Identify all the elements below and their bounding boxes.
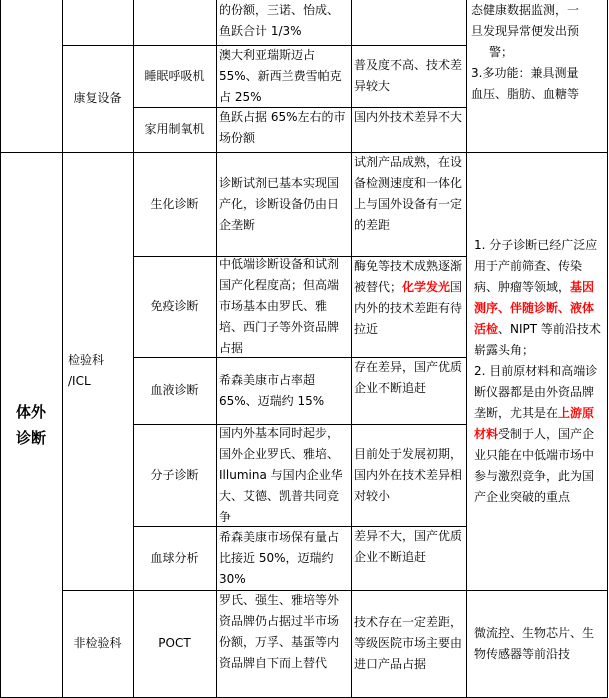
market-blood-text: 希森美康市占率超 65%、迈瑞约 15% <box>219 372 325 408</box>
market-molecular <box>216 424 352 527</box>
trend-rehab-line-2: 旦发现异常便发出预 <box>471 24 580 38</box>
category-lab-label: 检验科 /ICL <box>68 353 105 388</box>
product-sleep-label: 睡眠呼吸机 <box>144 68 205 83</box>
trend-lab-para-2 <box>474 361 602 508</box>
gap-molecular <box>351 424 467 527</box>
gap-oxygen-text: 国内外技术差异不大 <box>354 110 463 124</box>
product-immuno-label: 免疫诊断 <box>150 299 199 313</box>
product-oxygen-label: 家用制氧机 <box>144 122 205 136</box>
trend-rehab-line-1: 态健康数据监测，一 <box>471 3 580 17</box>
gap-blood <box>351 357 467 425</box>
market-cell-analysis-text: 希森美康市场保有量占比接近 50%，迈瑞约 30% <box>219 529 340 586</box>
market-molecular-text: 国内外基本同时起步，国外企业罗氏、雅培、Illumina 与国内企业华大、艾德、凯普共同竞争 <box>219 425 343 524</box>
trend-lab-p2-text-c: 受制于人，国产企业只能在中低端市场中参与激烈竞争，此为国产企业突破的重点 <box>474 426 595 504</box>
category-rehab <box>62 45 134 153</box>
product-immuno <box>133 256 217 358</box>
section-ivd-label: 体外 诊断 <box>15 402 46 447</box>
trend-lab <box>466 152 608 591</box>
gap-immuno-text-a: 酶免等技术成熟逐渐被替代； <box>354 259 463 294</box>
product-sleep <box>133 45 217 108</box>
trend-lab-p2-text-a: 2. 目前原材料和高端诊断仪器都是由外资品牌垄断，尤其是在 <box>474 363 598 420</box>
category-lab <box>62 152 134 591</box>
market-immuno <box>216 256 352 358</box>
trend-poct-text: 微流控、生物芯片、生物传感器等前沿技 <box>474 625 595 661</box>
market-sleep <box>216 45 352 108</box>
gap-blood-text: 存在差异，国产优质企业不断追赶 <box>354 360 463 395</box>
section-cell-upper <box>0 0 63 153</box>
gap-biochem-text: 试剂产品成熟，在设备检测速度和一体化上与国外设备有一定的差距 <box>354 155 463 232</box>
trend-lab-p1-text-c: 、NIPT 等前沿技术崭露头角； <box>474 321 601 357</box>
trend-rehab-line-3: 警； <box>489 45 514 59</box>
market-poct <box>216 590 352 698</box>
trend-rehab-line-5: 血压、脂肪、血糖等 <box>471 87 580 101</box>
gap-immuno <box>351 256 467 358</box>
product-poct-label: POCT <box>158 636 191 650</box>
trend-poct <box>466 590 608 698</box>
market-oxygen-text: 鱼跃占据 65%左右的市场份额 <box>219 110 346 145</box>
gap-oxygen <box>351 107 467 153</box>
product-poct <box>133 590 217 698</box>
gap-sleep-text: 普及度不高、技术差异较大 <box>354 58 463 93</box>
gap-immuno-text-c: 国内外的技术差距有待拉近 <box>354 280 463 336</box>
section-ivd <box>0 152 63 698</box>
product-blood <box>133 357 217 425</box>
product-oxygen <box>133 107 217 153</box>
product-cell-analysis-label: 血球分析 <box>150 550 199 565</box>
category-nonlab-label: 非检验科 <box>73 636 122 650</box>
product-biochem <box>133 152 217 257</box>
trend-lab-p1-text-a: 1. 分子诊断已经广泛应用于产前筛查、传染病、肿瘤等领域， <box>474 237 598 294</box>
product-cell-top <box>133 0 217 46</box>
product-cell-analysis <box>133 526 217 591</box>
market-immuno-text: 中低端诊断设备和试剂国产化程度高；但高端市场基本由罗氏、雅培、西门子等外资品牌占据 <box>219 257 340 355</box>
market-top <box>216 0 352 46</box>
gap-molecular-text: 目前处于发展初期，国内外在技术差异相对较小 <box>354 446 463 503</box>
product-molecular <box>133 424 217 527</box>
market-poct-text: 罗氏、强生、雅培等外资品牌仍占据过半市场份额，万孚、基蛋等内资品牌自下而上替代 <box>219 593 340 670</box>
trend-rehab-line-4: 3.多功能：兼具测量 <box>471 66 579 80</box>
category-cell-top <box>62 0 134 46</box>
trend-lab-p2-highlight: 上游原材料 <box>474 405 595 441</box>
product-blood-label: 血液诊断 <box>150 383 199 397</box>
market-top-text: 的份额，三诺、怡成、鱼跃合计 1/3% <box>219 3 340 38</box>
category-nonlab <box>62 590 134 698</box>
market-biochem <box>216 152 352 257</box>
gap-sleep <box>351 45 467 108</box>
product-molecular-label: 分子诊断 <box>150 467 199 482</box>
market-oxygen <box>216 107 352 153</box>
product-biochem-label: 生化诊断 <box>150 196 199 211</box>
trend-lab-para-1 <box>474 235 602 361</box>
market-blood <box>216 357 352 425</box>
gap-cell-analysis <box>351 526 467 591</box>
gap-immuno-highlight: 化学发光 <box>402 280 451 294</box>
gap-top <box>351 0 467 46</box>
market-biochem-text: 诊断试剂已基本实现国产化，诊断设备仍由日企垄断 <box>219 175 340 232</box>
trend-rehab <box>466 0 608 153</box>
category-rehab-label: 康复设备 <box>73 91 122 105</box>
gap-biochem <box>351 152 467 257</box>
gap-poct-text: 技术存在一定差距，等级医院市场主要由进口产品占据 <box>354 615 463 671</box>
trend-lab-p1-highlight: 基因测序、伴随诊断、液体活检 <box>474 279 595 336</box>
gap-cell-analysis-text: 差异不大，国产优质企业不断追赶 <box>354 529 463 564</box>
market-sleep-text: 澳大利亚瑞斯迈占55%、新西兰费雪帕克占 25% <box>219 48 342 104</box>
gap-poct <box>351 590 467 698</box>
market-cell-analysis <box>216 526 352 591</box>
